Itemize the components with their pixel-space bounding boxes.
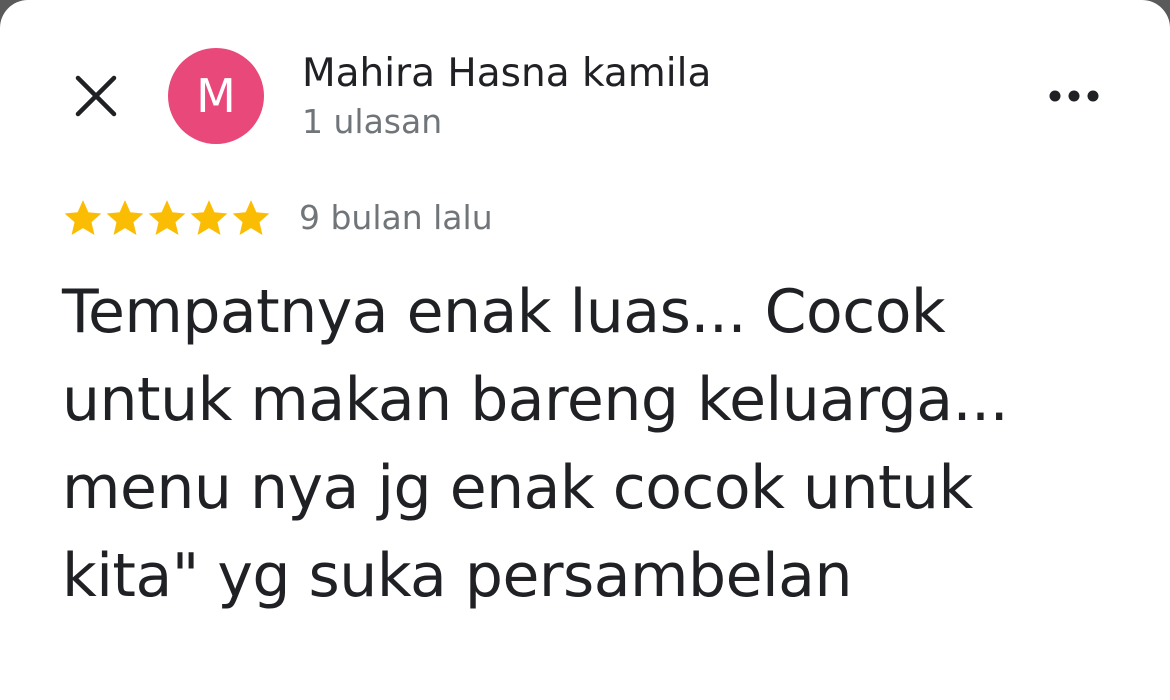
review-time: 9 bulan lalu (299, 198, 493, 237)
avatar[interactable] (168, 48, 264, 144)
more-options-button[interactable] (1040, 70, 1108, 122)
star-icon (146, 197, 188, 239)
rating-row (62, 194, 493, 242)
star-rating (62, 197, 272, 239)
author-review-count: 1 ulasan (302, 102, 443, 141)
star-icon (188, 197, 230, 239)
star-icon (230, 197, 272, 239)
more-horizontal-icon (1048, 89, 1100, 103)
review-text: Tempatnya enak luas... Cocok untuk makan bareng keluarga... menu nya jg enak cocok untuk kita" yg suka persambelan (62, 277, 1009, 611)
star-icon (62, 197, 104, 239)
close-icon (74, 74, 118, 118)
author-name[interactable]: Mahira Hasna kamila (302, 51, 712, 96)
avatar-initial: M (196, 69, 236, 123)
close-button[interactable] (62, 62, 130, 130)
star-icon (104, 197, 146, 239)
